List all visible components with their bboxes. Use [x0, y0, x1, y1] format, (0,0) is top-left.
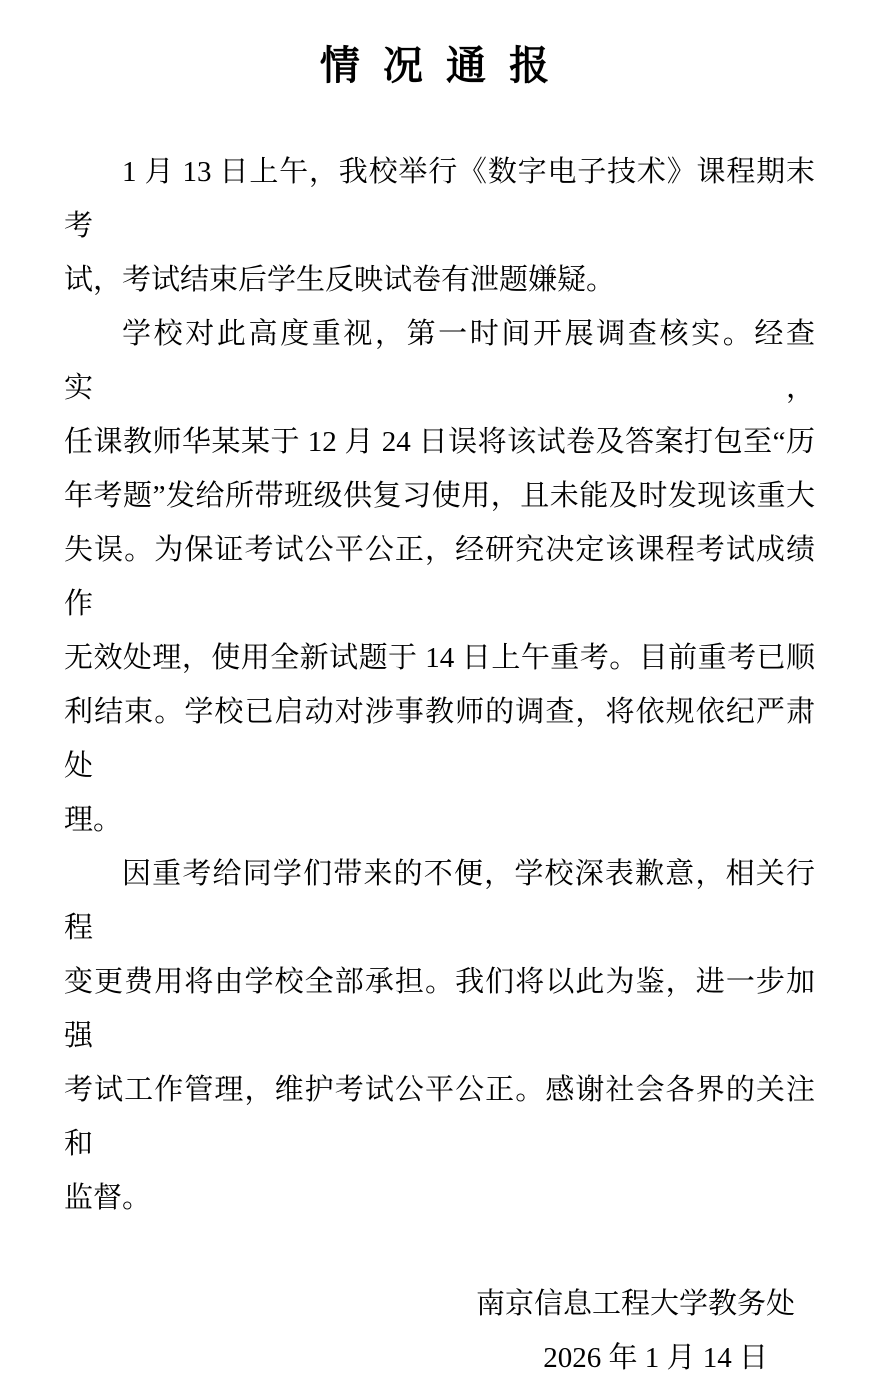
body-line: 考试工作管理，维护考试公平公正。感谢社会各界的关注和: [64, 1074, 815, 1160]
body-line: 因重考给同学们带来的不便，学校深表歉意，相关行程: [64, 858, 815, 944]
closing-block: [64, 1277, 815, 1385]
body-line: 变更费用将由学校全部承担。我们将以此为鉴，进一步加强: [64, 966, 815, 1052]
body-line: 试，考试结束后学生反映试卷有泄题嫌疑。: [64, 264, 616, 296]
body-line: 无效处理，使用全新试题于 14 日上午重考。目前重考已顺: [64, 642, 815, 674]
body-line: 失误。为保证考试公平公正，经研究决定该课程考试成绩作: [64, 534, 815, 620]
issue-date: 2026 年 1 月 14 日: [543, 1342, 768, 1374]
body-line: 1 月 13 日上午，我校举行《数字电子技术》课程期末考: [64, 156, 815, 242]
body-line: 学校对此高度重视，第一时间开展调查核实。经查实，: [64, 318, 815, 404]
body-line: 理。: [64, 804, 123, 836]
body-line: 监督。: [64, 1182, 152, 1214]
notice-body: [64, 145, 815, 1225]
page-title: 情 况 通 报: [319, 44, 556, 88]
issuer-signature: 南京信息工程大学教务处: [475, 1288, 795, 1320]
body-line: 利结束。学校已启动对涉事教师的调查，将依规依纪严肃处: [64, 696, 815, 782]
body-line: 任课教师华某某于 12 月 24 日误将该试卷及答案打包至“历: [64, 426, 815, 458]
body-line: 年考题”发给所带班级供复习使用，且未能及时发现该重大: [64, 480, 815, 512]
